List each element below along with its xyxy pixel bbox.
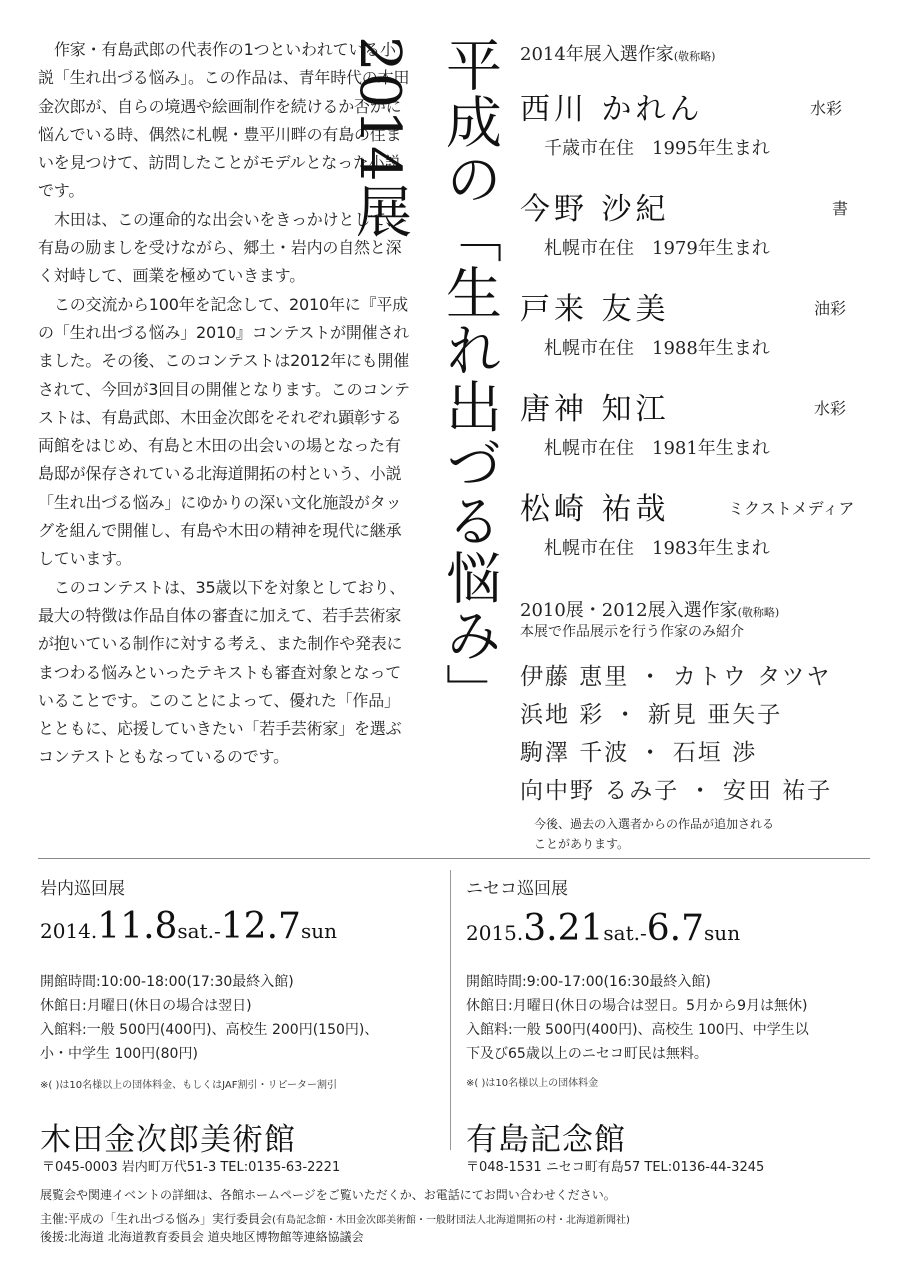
venue-niseko-fine-print: ※( )は10名様以上の団体料金 bbox=[466, 1078, 599, 1089]
artist-entry bbox=[520, 484, 880, 560]
footer-details: 展覧会や関連イベントの詳細は、各館ホームページをご覧いただくか、お電話にてお問い合わせください。 bbox=[40, 1188, 616, 1202]
past-artist-note: 今後、過去の入選者からの作品が追加される ことがあります。 bbox=[534, 817, 775, 851]
past-artist-row: 浜地 彩 ・ 新見 亜矢子 bbox=[520, 702, 783, 728]
venue-niseko-museum: 有島記念館 bbox=[466, 1122, 626, 1158]
artist-location: 札幌市在住 1981年生まれ bbox=[544, 438, 770, 459]
venue-iwanai-dates: 2014.11.8sat.-12.7sun bbox=[40, 906, 337, 947]
artists-2014-heading bbox=[520, 40, 880, 66]
artist-entry bbox=[520, 184, 880, 260]
artist-location: 札幌市在住 1988年生まれ bbox=[544, 338, 770, 359]
venue-niseko-address: 〒048-1531 ニセコ町有島57 TEL:0136-44-3245 bbox=[466, 1160, 765, 1175]
artist-medium: 書 bbox=[832, 199, 849, 218]
venue-iwanai-title: 岩内巡回展 bbox=[40, 879, 125, 899]
intro-paragraph: この交流から100年を記念して、2010年に『平成の「生れ出づる悩み」2010』コンテストが開催されました。その後、このコンテストは2012年にも開催されて、今回が3回目の開催となります。このコンテストは、有島武郎、木田金次郎をそれぞれ顕彰する両館をはじめ、有島と木田の出会いの場となった有島邸が保存されている北海道開拓の村という、小説「生れ出づる悩み」にゆかりの深い文化施設がタッグを組んで開催し、有島や木田の精神を現代に継承しています。 bbox=[38, 294, 410, 569]
artists-past-subheading: 本展で作品展示を行う作家のみ紹介 bbox=[520, 624, 744, 640]
divider bbox=[38, 858, 870, 859]
artists-2014-heading-text: 2014年展入選作家 bbox=[520, 44, 674, 65]
artist-entry bbox=[520, 84, 880, 160]
artist-location: 札幌市在住 1979年生まれ bbox=[544, 238, 770, 259]
artist-medium: 水彩 bbox=[810, 99, 843, 118]
venue-niseko-dates: 2015.3.21sat.-6.7sun bbox=[466, 908, 741, 949]
artist-name: 西川 かれん bbox=[520, 92, 704, 127]
artist-medium: ミクストメディア bbox=[728, 499, 855, 518]
venue-iwanai-address: 〒045-0003 岩内町万代51-3 TEL:0135-63-2221 bbox=[42, 1160, 341, 1175]
past-artist-row: 向中野 るみ子 ・ 安田 祐子 bbox=[520, 778, 833, 804]
venue-niseko-title: ニセコ巡回展 bbox=[466, 879, 568, 899]
footer-support: 後援:北海道 北海道教育委員会 道央地区博物館等連絡協議会 bbox=[40, 1230, 364, 1244]
artist-name: 今野 沙紀 bbox=[520, 192, 670, 227]
artist-location: 千歳市在住 1995年生まれ bbox=[544, 138, 770, 159]
artist-name: 唐神 知江 bbox=[520, 392, 670, 427]
past-artist-row: 駒澤 千波 ・ 石垣 渉 bbox=[520, 740, 758, 766]
intro-paragraph: 木田は、この運命的な出会いをきっかけとして、有島の励ましを受けながら、郷土・岩内の自然と深く対峙して、画業を極めていきます。 bbox=[38, 209, 402, 286]
venue-iwanai-museum: 木田金次郎美術館 bbox=[40, 1122, 296, 1158]
artist-entry bbox=[520, 384, 880, 460]
divider bbox=[450, 870, 451, 1150]
artist-entry bbox=[520, 284, 880, 360]
artist-name: 戸来 友美 bbox=[520, 292, 670, 327]
intro-paragraph: このコンテストは、35歳以下を対象としており、最大の特徴は作品自体の審査に加えて、若手芸術家が抱いている制作に対する考え、また制作や発表にまつわる悩みといったテキストも審査対象となっていることです。このことによって、優れた「作品」とともに、応援していきたい「若手芸術家」を選ぶコンテストともなっているのです。 bbox=[38, 577, 406, 767]
artists-2014-heading-note: (敬称略) bbox=[673, 50, 716, 63]
venue-iwanai-info: 開館時間:10:00-18:00(17:30最終入館) 休館日:月曜日(休日の場合は翌日) 入館料:一般 500円(400円)、高校生 200円(150円)、 小・中学生 100円(80円) bbox=[40, 974, 379, 1062]
footer-organizer: 主催:平成の「生れ出づる悩み」実行委員会(有島記念館・木田金次郎美術館・一般財団法人北海道開拓の村・北海道新聞社) bbox=[40, 1212, 630, 1226]
artist-medium: 水彩 bbox=[814, 399, 847, 418]
artists-past-heading-text: 2010展・2012展入選作家 bbox=[520, 600, 738, 621]
artist-medium: 油彩 bbox=[814, 299, 847, 318]
artists-past-heading-note: (敬称略) bbox=[737, 606, 780, 619]
venue-niseko-info: 開館時間:9:00-17:00(16:30最終入館) 休館日:月曜日(休日の場合は翌日。5月から9月は無休) 入館料:一般 500円(400円)、高校生 100円、中学生以 下及び65歳以上のニセコ町民は無料。 bbox=[466, 974, 809, 1062]
past-artist-row: 伊藤 恵里 ・ カトウ タツヤ bbox=[520, 664, 832, 690]
artist-name: 松崎 祐哉 bbox=[520, 492, 670, 527]
intro-paragraph: 作家・有島武郎の代表作の1つといわれている小説「生れ出づる悩み」。この作品は、青年時代の木田金次郎が、自らの境遇や絵画制作を続けるか否かに悩んでいる時、偶然に札幌・豊平川畔の有島の住まいを見つけて、訪問したことがモデルとなった小説です。 bbox=[38, 40, 410, 201]
artists-past-heading bbox=[520, 596, 880, 622]
exhibition-title: 平成の「生れ出づる悩み」2014展 bbox=[347, 36, 502, 720]
artist-location: 札幌市在住 1983年生まれ bbox=[544, 538, 770, 559]
venue-iwanai-fine-print: ※( )は10名様以上の団体料金、もしくはJAF割引・リピーター割引 bbox=[40, 1080, 338, 1091]
